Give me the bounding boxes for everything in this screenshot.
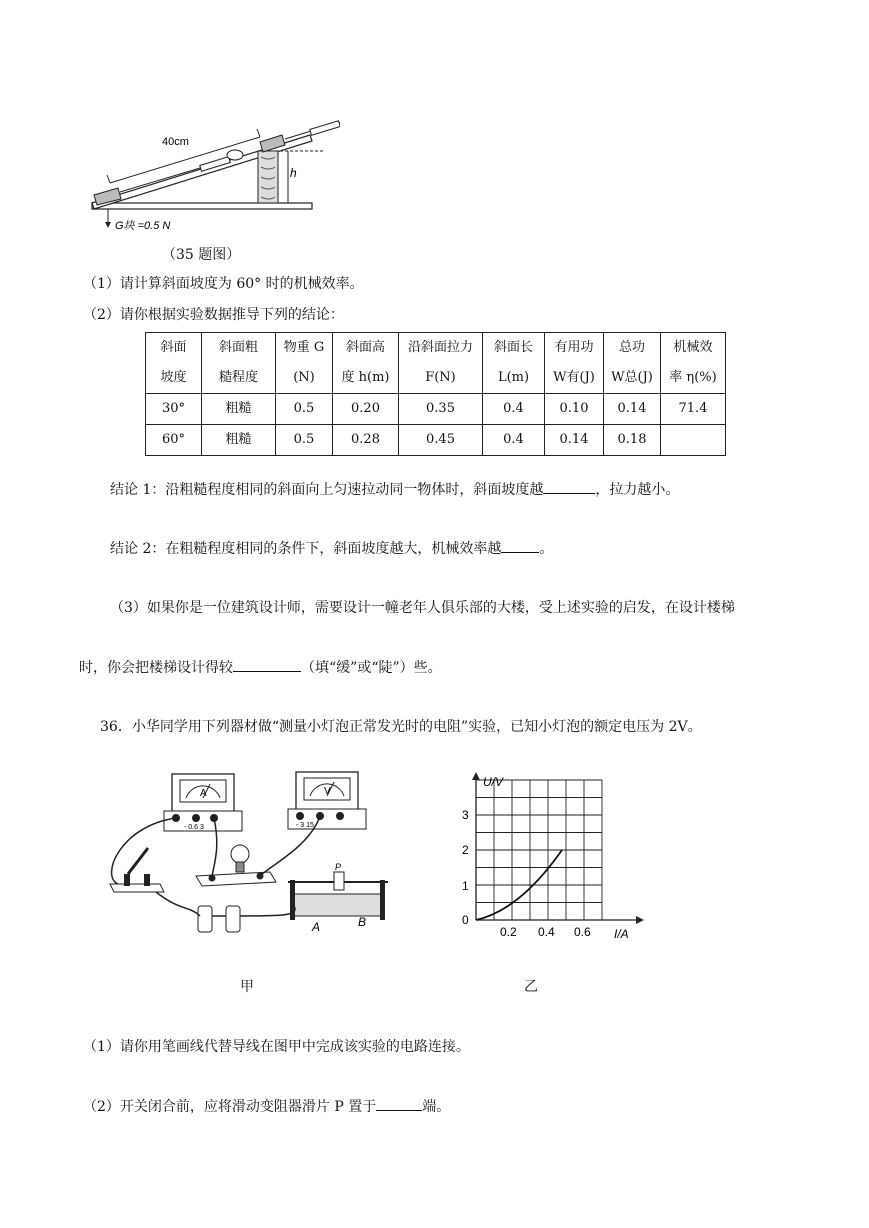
table-cell: 0.4 xyxy=(483,425,545,456)
header-cell: 斜面长 L(m) xyxy=(483,333,545,394)
graph-grid xyxy=(476,780,602,920)
table-cell: 0.4 xyxy=(483,394,545,425)
answer-blank[interactable] xyxy=(501,538,539,553)
x-tick-label: 0.2 xyxy=(500,925,517,939)
x-tick-label: 0.6 xyxy=(574,925,591,939)
svg-text:- 3 15: - 3 15 xyxy=(296,822,314,829)
header-cell: 物重 G (N) xyxy=(276,333,333,394)
length-label: 40cm xyxy=(162,136,189,148)
graph-caption: 乙 xyxy=(524,979,538,995)
table-cell: 0.18 xyxy=(604,425,661,456)
q36-part1: （1）请你用笔画线代替导线在图甲中完成该实验的电路连接。 xyxy=(83,1039,470,1055)
table-cell: 粗糙 xyxy=(202,394,276,425)
weight-label: G块 =0.5 N xyxy=(115,220,171,232)
q35-caption: （35 题图） xyxy=(162,247,241,263)
table-cell: 0.14 xyxy=(545,425,604,456)
header-cell: 斜面粗 糙程度 xyxy=(202,333,276,394)
svg-text:- 0.6 3: - 0.6 3 xyxy=(184,824,204,831)
q35-part3-line1: （3）如果你是一位建筑设计师，需要设计一幢老年人俱乐部的大楼，受上述实验的启发，在设计楼梯 xyxy=(110,600,735,616)
header-cell: 沿斜面拉力 F(N) xyxy=(399,333,483,394)
table-row xyxy=(146,394,726,425)
height-label: h xyxy=(290,166,297,180)
header-cell: 有用功 W有(J) xyxy=(545,333,604,394)
graph-axes xyxy=(472,772,644,924)
table-row xyxy=(146,425,726,456)
header-cell: 斜面高 度 h(m) xyxy=(333,333,399,394)
table-cell: 0.5 xyxy=(276,425,333,456)
ui-graph xyxy=(450,770,650,950)
svg-text:P: P xyxy=(335,862,342,872)
q35-part1: （1）请计算斜面坡度为 60° 时的机械效率。 xyxy=(83,276,364,292)
q36-part2: （2）开关闭合前，应将滑动变阻器滑片 P 置于 端。 xyxy=(83,1096,450,1116)
q35-part2: （2）请你根据实验数据推导下列的结论： xyxy=(83,307,344,323)
origin-label: 0 xyxy=(462,913,469,927)
conclusion-2: 结论 2：在粗糙程度相同的条件下，斜面坡度越大，机械效率越 。 xyxy=(110,538,553,558)
table-cell: 30° xyxy=(146,394,202,425)
table-cell: 0.14 xyxy=(604,394,661,425)
conclusion-1: 结论 1：沿粗糙程度相同的斜面向上匀速拉动同一物体时，斜面坡度越 ，拉力越小。 xyxy=(110,479,679,499)
svg-text:B: B xyxy=(358,915,367,929)
table-cell: 0.45 xyxy=(399,425,483,456)
header-cell: 机械效 率 η(%) xyxy=(661,333,726,394)
y-tick-label: 3 xyxy=(462,808,469,822)
incline-data-table xyxy=(145,332,726,456)
svg-text:A: A xyxy=(312,920,321,934)
voltmeter-icon xyxy=(288,772,366,829)
header-cell: 总功 W总(J) xyxy=(604,333,661,394)
svg-text:V: V xyxy=(324,786,331,797)
incline-figure xyxy=(80,95,340,240)
table-cell xyxy=(661,425,726,456)
y-axis-label: U/V xyxy=(483,775,504,789)
bulb-icon xyxy=(196,845,276,886)
table-cell: 0.20 xyxy=(333,394,399,425)
y-tick-label: 1 xyxy=(462,879,469,893)
q36-stem: 36．小华同学用下列器材做“测量小灯泡正常发光时的电阻”实验，已知小灯泡的额定电压为 2V。 xyxy=(100,719,702,735)
answer-blank[interactable] xyxy=(543,479,595,494)
rheostat-icon xyxy=(288,862,388,934)
answer-blank[interactable] xyxy=(233,657,301,672)
table-cell: 0.28 xyxy=(333,425,399,456)
table-header-row xyxy=(146,333,726,394)
battery-icon xyxy=(198,906,240,932)
q35-part3-line2: 时，你会把楼梯设计得较 （填“缓”或“陡”）些。 xyxy=(79,657,442,677)
answer-blank[interactable] xyxy=(376,1096,422,1111)
table-cell: 0.5 xyxy=(276,394,333,425)
ammeter-icon xyxy=(164,774,242,831)
header-cell: 斜面 坡度 xyxy=(146,333,202,394)
table-cell: 0.35 xyxy=(399,394,483,425)
table-cell: 71.4 xyxy=(661,394,726,425)
switch-icon xyxy=(110,848,164,892)
table-cell: 60° xyxy=(146,425,202,456)
x-tick-label: 0.4 xyxy=(538,925,555,939)
circuit-figure xyxy=(100,766,420,936)
y-tick-label: 2 xyxy=(462,843,469,857)
table-cell: 0.10 xyxy=(545,394,604,425)
svg-text:A: A xyxy=(200,788,207,799)
table-cell: 粗糙 xyxy=(202,425,276,456)
x-axis-label: I/A xyxy=(614,927,629,941)
circuit-caption: 甲 xyxy=(240,979,254,995)
